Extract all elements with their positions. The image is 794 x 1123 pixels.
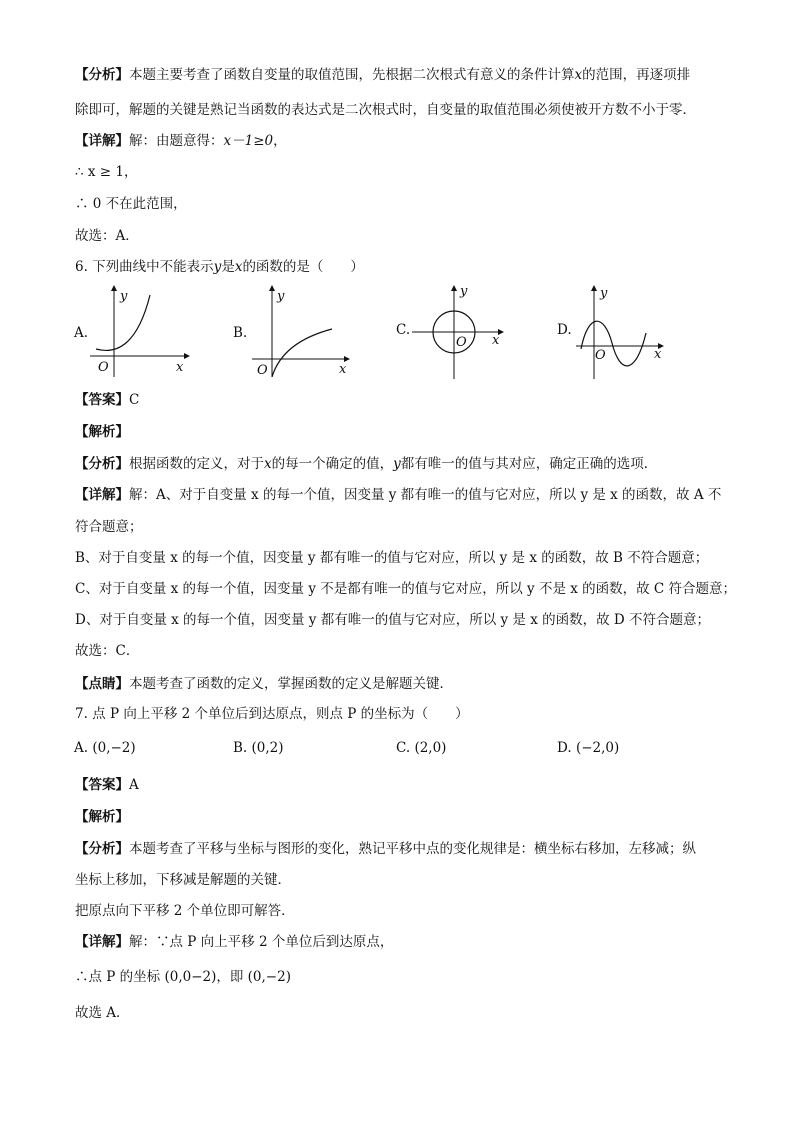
q7-analysis-line-3: 把原点向下平移 2 个单位即可解答．: [75, 903, 295, 919]
graph-d: [576, 285, 666, 379]
graph-b: [252, 285, 358, 377]
y-axis-label: y: [600, 286, 608, 301]
option-a-label: A.: [74, 325, 89, 341]
q6-point: 【点睛】本题考查了函数的定义，掌握函数的定义是解题关键．: [75, 676, 453, 692]
option-c-label: C.: [396, 322, 411, 338]
x-axis-label: x: [176, 360, 184, 375]
q7-detail-line-1: 【详解】解：∵点 P 向上平移 2 个单位后到达原点，: [75, 934, 394, 950]
x-axis-label: x: [492, 333, 500, 348]
q6-detail-line-3: B、对于自变量 x 的每一个值，因变量 y 都有唯一的值与它对应，所以 y 是 x 的函数，故 B 不符合题意；: [75, 550, 709, 566]
graph-c: [412, 285, 504, 379]
q6-detail-line-4: C、对于自变量 x 的每一个值，因变量 y 不是都有唯一的值与它对应，所以 y 不是 x 的函数，故 C 符合题意；: [75, 581, 737, 597]
question-7-stem: 7. 点 P 向上平移 2 个单位后到达原点，则点 P 的坐标为（ ）: [75, 706, 469, 722]
q7-analysis-line-1: 【分析】本题考查了平移与坐标与图形的变化，熟记平移中点的变化规律是：横坐标右移加，左移减；纵: [75, 841, 696, 857]
inequality: x－1≥0: [223, 133, 274, 149]
q7-answer: 【答案】A: [75, 777, 139, 793]
origin-label: O: [456, 335, 467, 350]
q7-option-c: C. (2,0): [396, 740, 447, 756]
q7-choose: 故选 A．: [75, 1005, 130, 1021]
detail-line: 【详解】解：由题意得：x－1≥0，: [75, 133, 287, 149]
q7-jiexi-heading: 【解析】: [75, 809, 129, 825]
q6-jiexi-heading: 【解析】: [75, 424, 129, 440]
q7-option-a: A. (0,−2): [74, 740, 136, 756]
y-axis-label: y: [277, 289, 285, 304]
q6-choose: 故选：C．: [75, 643, 140, 659]
q6-detail-line-1: 【详解】解：A、对于自变量 x 的每一个值，因变量 y 都有唯一的值与它对应，所以 y 是 x 的函数，故 A 不: [75, 487, 722, 503]
q7-analysis-line-2: 坐标上移加，下移减是解题的关键．: [75, 872, 291, 888]
analysis-line-1: 【分析】本题主要考查了函数自变量的取值范围，先根据二次根式有意义的条件计算x的范围，再逐项排: [75, 67, 691, 83]
graph-a: [88, 285, 200, 377]
step-line-1: ∴ x ≥ 1，: [75, 164, 138, 180]
x-axis-label: x: [654, 347, 662, 362]
analysis-tag: 【分析】: [75, 67, 129, 83]
q7-option-b: B. (0,2): [233, 740, 284, 756]
step-line-2: ∴ 0 不在此范围，: [75, 196, 187, 212]
question-6-stem: 6. 下列曲线中不能表示y是x的函数的是（ ）: [75, 259, 364, 275]
origin-label: O: [595, 348, 606, 363]
origin-label: O: [257, 363, 268, 377]
choose-line: 故选：A．: [75, 228, 139, 244]
y-axis-label: y: [460, 285, 468, 299]
detail-tag: 【详解】: [75, 133, 129, 149]
q6-detail-line-5: D、对于自变量 x 的每一个值，因变量 y 都有唯一的值与它对应，所以 y 是 x 的函数，故 D 不符合题意；: [75, 612, 711, 628]
q7-detail-line-2: ∴点 P 的坐标 (0,0−2)，即 (0,−2): [75, 969, 291, 985]
option-b-label: B.: [233, 325, 248, 341]
q6-answer: 【答案】C: [75, 392, 140, 408]
y-axis-label: y: [120, 289, 128, 304]
q6-analysis: 【分析】根据函数的定义，对于x的每一个确定的值，y都有唯一的值与其对应，确定正确的选项．: [75, 456, 658, 472]
q7-option-d: D. (−2,0): [557, 740, 620, 756]
option-d-label: D.: [557, 322, 572, 338]
q6-detail-line-2: 符合题意；: [75, 519, 143, 535]
analysis-line-2: 除即可，解题的关键是熟记当函数的表达式是二次根式时，自变量的取值范围必须使被开方数不小于零．: [75, 102, 696, 118]
origin-label: O: [98, 360, 109, 375]
x-axis-label: x: [339, 362, 347, 377]
